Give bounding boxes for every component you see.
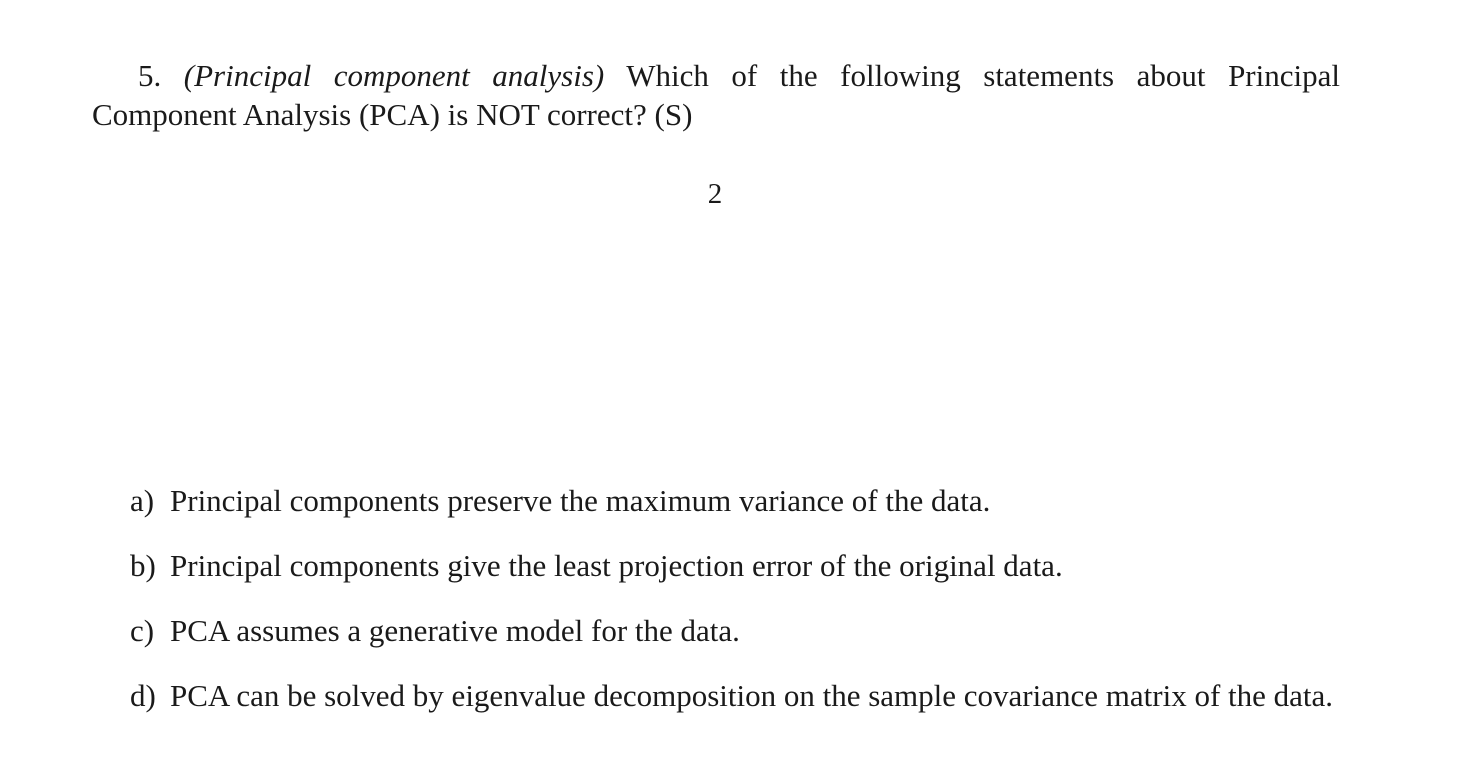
option-text: PCA assumes a generative model for the data. — [170, 613, 740, 648]
option-text: PCA can be solved by eigenvalue decomposition on the sample covariance matrix of the data. — [170, 678, 1334, 713]
option-label: c) — [130, 613, 155, 648]
option-label: b) — [130, 548, 156, 583]
question-number: 5. — [138, 58, 162, 93]
option-text: Principal components preserve the maximum variance of the data. — [170, 483, 991, 518]
question-text: Which of the following statements about Principal Component Analysis (PCA) is NOT correct? (S) — [92, 58, 1340, 132]
question-topic: (Principal component analysis) — [183, 58, 605, 93]
option-a — [122, 481, 1340, 520]
question-block — [92, 56, 1340, 134]
answer-options — [122, 481, 1340, 741]
option-text: Principal components give the least projection error of the original data. — [170, 548, 1063, 583]
option-d — [122, 676, 1340, 715]
option-label: d) — [130, 678, 156, 713]
option-c — [122, 611, 1340, 650]
option-label: a) — [130, 483, 155, 518]
page-number: 2 — [707, 178, 723, 210]
option-b — [122, 546, 1340, 585]
